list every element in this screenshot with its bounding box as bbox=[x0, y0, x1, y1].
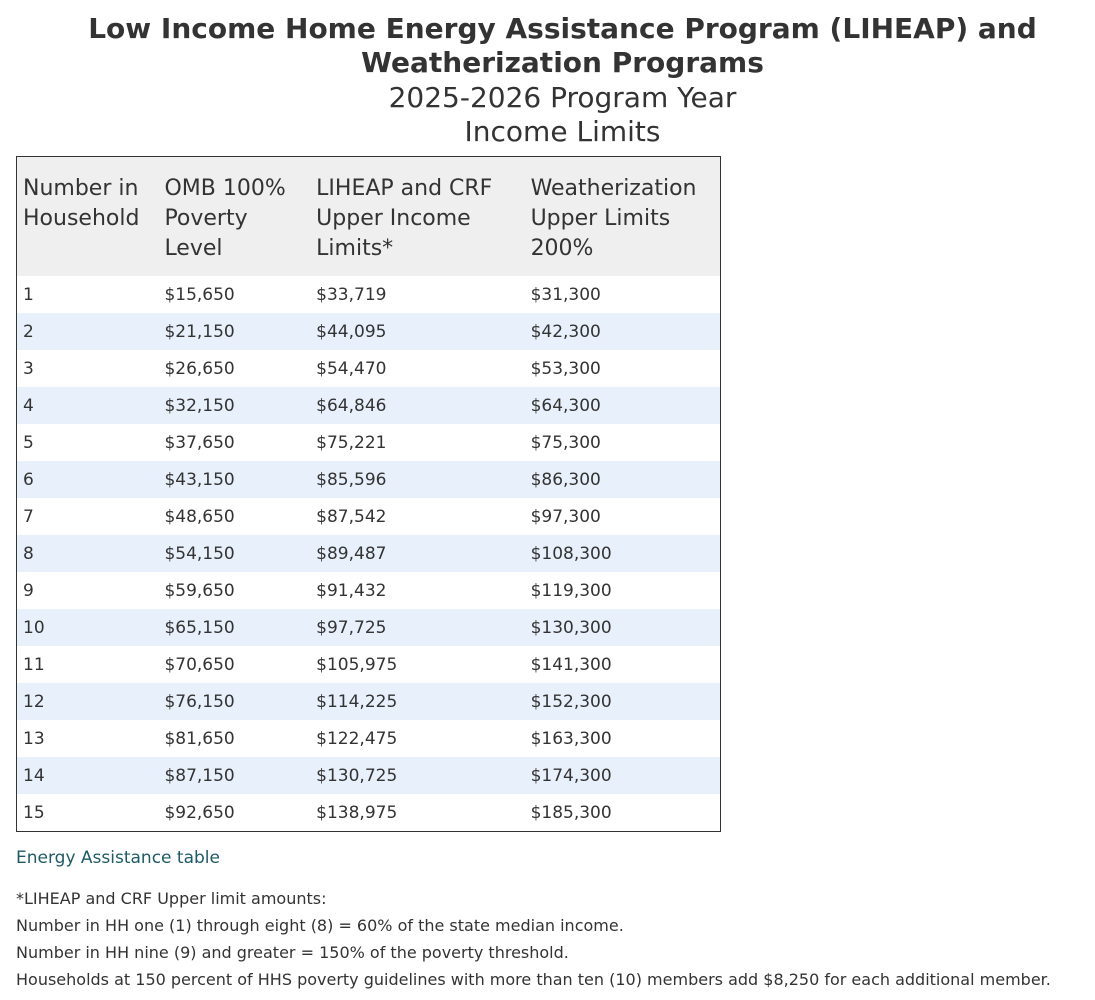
cell-household-size: 9 bbox=[23, 580, 34, 601]
header-poverty-level: OMB 100% Poverty Level bbox=[158, 157, 310, 277]
cell-weatherization-limit: $53,300 bbox=[530, 358, 601, 379]
table-row bbox=[17, 498, 721, 535]
cell-poverty-level: $37,650 bbox=[164, 432, 235, 453]
table-header-row bbox=[17, 157, 721, 277]
header-household: Number in Household bbox=[17, 157, 159, 277]
table-row bbox=[17, 646, 721, 683]
income-limits-heading: Income Limits bbox=[464, 115, 661, 148]
cell-liheap-limit: $33,719 bbox=[316, 284, 387, 305]
cell-household-size: 12 bbox=[17, 683, 159, 720]
table-row bbox=[17, 757, 721, 794]
cell-weatherization-limit: $108,300 bbox=[525, 535, 721, 572]
cell-poverty-level: $48,650 bbox=[164, 506, 235, 527]
cell-poverty-level: $92,650 bbox=[164, 802, 235, 823]
footnotes bbox=[16, 885, 1051, 993]
table-row bbox=[17, 609, 721, 646]
cell-household-size: 14 bbox=[17, 757, 159, 794]
table-row bbox=[17, 461, 721, 498]
cell-household-size: 13 bbox=[23, 728, 45, 749]
table-row bbox=[17, 387, 721, 424]
cell-liheap-limit: $105,975 bbox=[316, 654, 398, 675]
header-liheap-limits: LIHEAP and CRF Upper Income Limits* bbox=[310, 157, 524, 277]
program-year: 2025-2026 Program Year bbox=[388, 81, 737, 114]
cell-weatherization-limit: $174,300 bbox=[525, 757, 721, 794]
cell-liheap-limit: $44,095 bbox=[310, 313, 524, 350]
cell-poverty-level: $43,150 bbox=[158, 461, 310, 498]
cell-poverty-level: $59,650 bbox=[164, 580, 235, 601]
cell-weatherization-limit: $185,300 bbox=[530, 802, 612, 823]
cell-liheap-limit: $122,475 bbox=[316, 728, 398, 749]
table-row bbox=[17, 794, 721, 832]
table-row bbox=[17, 276, 721, 313]
cell-household-size: 6 bbox=[17, 461, 159, 498]
cell-household-size: 10 bbox=[17, 609, 159, 646]
cell-household-size: 15 bbox=[23, 802, 45, 823]
cell-household-size: 7 bbox=[23, 506, 34, 527]
table-row bbox=[17, 720, 721, 757]
header-weatherization-limits: Weatherization Upper Limits 200% bbox=[525, 157, 721, 277]
table-row bbox=[17, 313, 721, 350]
cell-poverty-level: $32,150 bbox=[158, 387, 310, 424]
cell-household-size: 8 bbox=[17, 535, 159, 572]
cell-liheap-limit: $87,542 bbox=[316, 506, 387, 527]
cell-liheap-limit: $91,432 bbox=[316, 580, 387, 601]
cell-household-size: 4 bbox=[17, 387, 159, 424]
cell-weatherization-limit: $152,300 bbox=[525, 683, 721, 720]
cell-liheap-limit: $97,725 bbox=[310, 609, 524, 646]
cell-household-size: 5 bbox=[23, 432, 34, 453]
cell-liheap-limit: $114,225 bbox=[310, 683, 524, 720]
page-subtitle bbox=[30, 81, 1095, 149]
table-row bbox=[17, 683, 721, 720]
cell-poverty-level: $21,150 bbox=[158, 313, 310, 350]
cell-liheap-limit: $130,725 bbox=[310, 757, 524, 794]
cell-poverty-level: $81,650 bbox=[164, 728, 235, 749]
cell-poverty-level: $65,150 bbox=[158, 609, 310, 646]
cell-liheap-limit: $138,975 bbox=[316, 802, 398, 823]
cell-household-size: 11 bbox=[23, 654, 45, 675]
cell-liheap-limit: $75,221 bbox=[316, 432, 387, 453]
cell-weatherization-limit: $86,300 bbox=[525, 461, 721, 498]
cell-liheap-limit: $54,470 bbox=[316, 358, 387, 379]
cell-household-size: 3 bbox=[23, 358, 34, 379]
footnote-heading: *LIHEAP and CRF Upper limit amounts: bbox=[16, 889, 327, 908]
cell-household-size: 1 bbox=[23, 284, 34, 305]
table-row bbox=[17, 424, 721, 461]
table-row bbox=[17, 350, 721, 387]
cell-liheap-limit: $64,846 bbox=[310, 387, 524, 424]
cell-poverty-level: $76,150 bbox=[158, 683, 310, 720]
cell-poverty-level: $26,650 bbox=[164, 358, 235, 379]
cell-liheap-limit: $89,487 bbox=[310, 535, 524, 572]
cell-weatherization-limit: $141,300 bbox=[530, 654, 612, 675]
cell-liheap-limit: $85,596 bbox=[310, 461, 524, 498]
cell-weatherization-limit: $163,300 bbox=[530, 728, 612, 749]
cell-poverty-level: $87,150 bbox=[158, 757, 310, 794]
cell-weatherization-limit: $31,300 bbox=[530, 284, 601, 305]
cell-weatherization-limit: $130,300 bbox=[525, 609, 721, 646]
footnote-line: Number in HH nine (9) and greater = 150% of the poverty threshold. bbox=[16, 943, 569, 962]
cell-household-size: 2 bbox=[17, 313, 159, 350]
table-caption-link[interactable]: Energy Assistance table bbox=[16, 848, 220, 868]
cell-weatherization-limit: $42,300 bbox=[525, 313, 721, 350]
table-row bbox=[17, 572, 721, 609]
cell-weatherization-limit: $97,300 bbox=[530, 506, 601, 527]
cell-poverty-level: $15,650 bbox=[164, 284, 235, 305]
cell-poverty-level: $54,150 bbox=[158, 535, 310, 572]
footnote-line: Number in HH one (1) through eight (8) = 60% of the state median income. bbox=[16, 916, 624, 935]
income-limits-table bbox=[16, 156, 721, 832]
cell-poverty-level: $70,650 bbox=[164, 654, 235, 675]
cell-weatherization-limit: $75,300 bbox=[530, 432, 601, 453]
cell-weatherization-limit: $119,300 bbox=[530, 580, 612, 601]
cell-weatherization-limit: $64,300 bbox=[525, 387, 721, 424]
footnote-line: Households at 150 percent of HHS poverty guidelines with more than ten (10) members add $8,250 for each additional member. bbox=[16, 970, 1051, 989]
page-title: Low Income Home Energy Assistance Program (LIHEAP) and Weatherization Programs bbox=[88, 12, 1037, 79]
table-row bbox=[17, 535, 721, 572]
